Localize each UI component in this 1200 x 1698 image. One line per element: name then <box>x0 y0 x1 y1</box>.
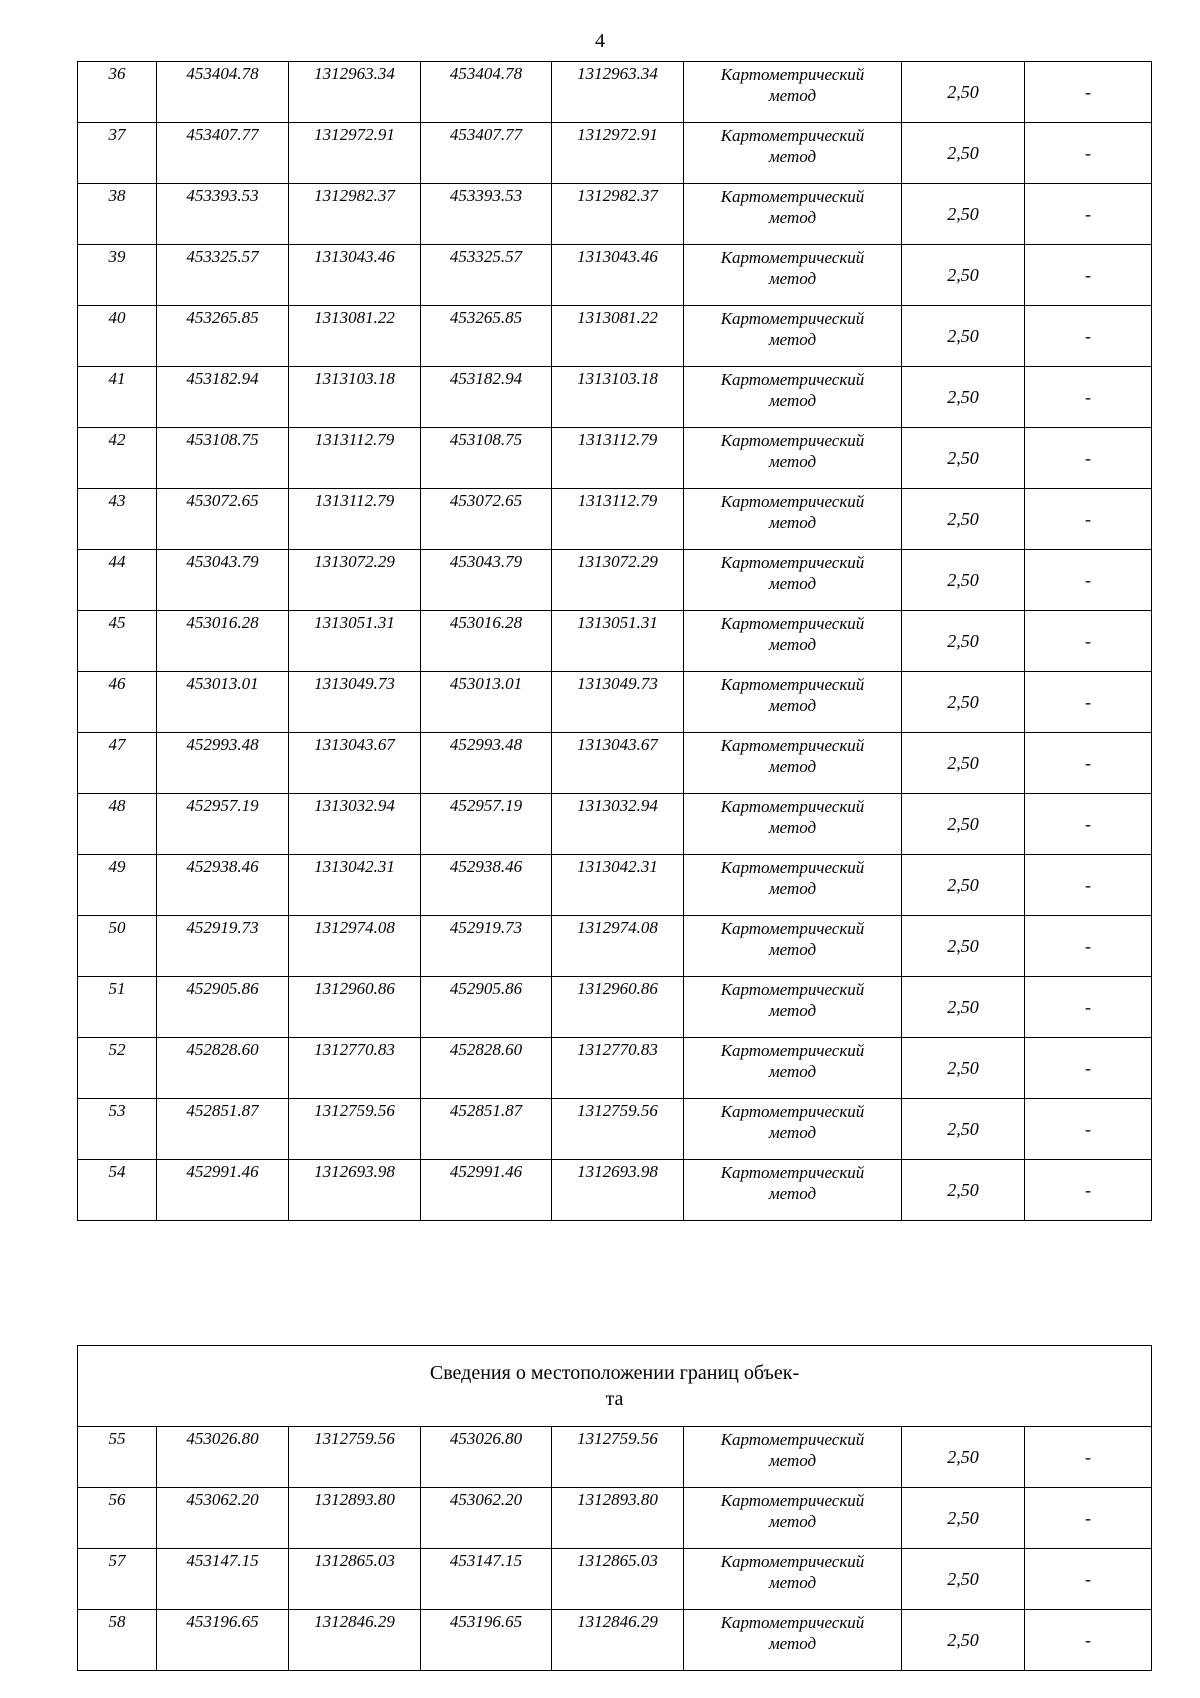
x-old-cell: 453196.65 <box>157 1610 289 1671</box>
method-line-2: метод <box>768 86 817 105</box>
method-cell <box>684 62 902 123</box>
method-line-1: Картометрический <box>720 919 865 938</box>
method-cell <box>684 123 902 184</box>
method-line-1: Картометрический <box>720 492 865 511</box>
object-boundaries-table <box>77 1345 1152 1671</box>
x-old-cell: 453072.65 <box>157 489 289 550</box>
method-line-1: Картометрический <box>720 1491 865 1510</box>
table-row <box>78 1099 1152 1160</box>
accuracy-cell: 2,50 <box>902 1549 1025 1610</box>
y-new-cell: 1312759.56 <box>552 1427 684 1488</box>
point-number-cell: 36 <box>78 62 157 123</box>
method-cell <box>684 1038 902 1099</box>
table-row <box>78 245 1152 306</box>
y-old-cell: 1312960.86 <box>289 977 421 1038</box>
method-line-2: метод <box>768 269 817 288</box>
point-number-cell: 44 <box>78 550 157 611</box>
method-cell <box>684 733 902 794</box>
y-new-cell: 1312846.29 <box>552 1610 684 1671</box>
coordinates-table <box>77 61 1152 1221</box>
method-line-2: метод <box>768 330 817 349</box>
point-number-cell: 55 <box>78 1427 157 1488</box>
y-new-cell: 1313049.73 <box>552 672 684 733</box>
table-row <box>78 1610 1152 1671</box>
y-old-cell: 1312972.91 <box>289 123 421 184</box>
accuracy-cell: 2,50 <box>902 733 1025 794</box>
description-cell: - <box>1025 306 1152 367</box>
y-new-cell: 1313072.29 <box>552 550 684 611</box>
x-new-cell: 453393.53 <box>421 184 552 245</box>
x-new-cell: 452991.46 <box>421 1160 552 1221</box>
method-line-2: метод <box>768 1062 817 1081</box>
method-line-2: метод <box>768 574 817 593</box>
point-number-cell: 46 <box>78 672 157 733</box>
table-row <box>78 306 1152 367</box>
x-old-cell: 452938.46 <box>157 855 289 916</box>
method-line-2: метод <box>768 818 817 837</box>
method-cell <box>684 245 902 306</box>
accuracy-cell: 2,50 <box>902 855 1025 916</box>
table-row <box>78 62 1152 123</box>
y-old-cell: 1312865.03 <box>289 1549 421 1610</box>
y-new-cell: 1313051.31 <box>552 611 684 672</box>
x-new-cell: 452828.60 <box>421 1038 552 1099</box>
x-old-cell: 453393.53 <box>157 184 289 245</box>
description-cell: - <box>1025 184 1152 245</box>
accuracy-cell: 2,50 <box>902 62 1025 123</box>
x-new-cell: 453062.20 <box>421 1488 552 1549</box>
x-new-cell: 453147.15 <box>421 1549 552 1610</box>
description-cell: - <box>1025 1427 1152 1488</box>
x-old-cell: 453013.01 <box>157 672 289 733</box>
x-new-cell: 453265.85 <box>421 306 552 367</box>
method-line-1: Картометрический <box>720 1430 865 1449</box>
description-cell: - <box>1025 1549 1152 1610</box>
accuracy-cell: 2,50 <box>902 916 1025 977</box>
x-old-cell: 453108.75 <box>157 428 289 489</box>
method-line-1: Картометрический <box>720 797 865 816</box>
description-cell: - <box>1025 1038 1152 1099</box>
x-old-cell: 452993.48 <box>157 733 289 794</box>
x-new-cell: 452993.48 <box>421 733 552 794</box>
method-cell <box>684 1549 902 1610</box>
accuracy-cell: 2,50 <box>902 123 1025 184</box>
point-number-cell: 51 <box>78 977 157 1038</box>
description-cell: - <box>1025 367 1152 428</box>
method-cell <box>684 794 902 855</box>
method-cell <box>684 1160 902 1221</box>
x-new-cell: 453016.28 <box>421 611 552 672</box>
table-row <box>78 550 1152 611</box>
method-line-2: метод <box>768 879 817 898</box>
point-number-cell: 54 <box>78 1160 157 1221</box>
method-cell <box>684 855 902 916</box>
accuracy-cell: 2,50 <box>902 1488 1025 1549</box>
y-old-cell: 1312974.08 <box>289 916 421 977</box>
table-row <box>78 367 1152 428</box>
x-new-cell: 453182.94 <box>421 367 552 428</box>
method-line-1: Картометрический <box>720 1552 865 1571</box>
method-line-1: Картометрический <box>720 126 865 145</box>
description-cell: - <box>1025 123 1152 184</box>
method-cell <box>684 489 902 550</box>
x-old-cell: 452919.73 <box>157 916 289 977</box>
x-old-cell: 453404.78 <box>157 62 289 123</box>
point-number-cell: 57 <box>78 1549 157 1610</box>
y-new-cell: 1313112.79 <box>552 489 684 550</box>
description-cell: - <box>1025 489 1152 550</box>
accuracy-cell: 2,50 <box>902 1160 1025 1221</box>
y-new-cell: 1313043.46 <box>552 245 684 306</box>
x-old-cell: 452905.86 <box>157 977 289 1038</box>
table-row <box>78 184 1152 245</box>
description-cell: - <box>1025 733 1152 794</box>
section-title-row <box>78 1346 1152 1427</box>
table-row <box>78 916 1152 977</box>
point-number-cell: 41 <box>78 367 157 428</box>
y-old-cell: 1313051.31 <box>289 611 421 672</box>
method-line-2: метод <box>768 208 817 227</box>
y-new-cell: 1313081.22 <box>552 306 684 367</box>
y-new-cell: 1312865.03 <box>552 1549 684 1610</box>
method-cell <box>684 367 902 428</box>
method-line-1: Картометрический <box>720 248 865 267</box>
y-old-cell: 1313112.79 <box>289 489 421 550</box>
x-old-cell: 453265.85 <box>157 306 289 367</box>
y-new-cell: 1312974.08 <box>552 916 684 977</box>
table-row <box>78 672 1152 733</box>
method-line-2: метод <box>768 391 817 410</box>
accuracy-cell: 2,50 <box>902 489 1025 550</box>
x-old-cell: 453062.20 <box>157 1488 289 1549</box>
description-cell: - <box>1025 855 1152 916</box>
x-new-cell: 452957.19 <box>421 794 552 855</box>
y-old-cell: 1313042.31 <box>289 855 421 916</box>
accuracy-cell: 2,50 <box>902 672 1025 733</box>
page-number: 4 <box>595 30 605 52</box>
y-old-cell: 1313072.29 <box>289 550 421 611</box>
table-row <box>78 733 1152 794</box>
point-number-cell: 47 <box>78 733 157 794</box>
point-number-cell: 53 <box>78 1099 157 1160</box>
accuracy-cell: 2,50 <box>902 1038 1025 1099</box>
point-number-cell: 37 <box>78 123 157 184</box>
description-cell: - <box>1025 916 1152 977</box>
method-line-2: метод <box>768 1634 817 1653</box>
accuracy-cell: 2,50 <box>902 428 1025 489</box>
method-line-2: метод <box>768 513 817 532</box>
description-cell: - <box>1025 977 1152 1038</box>
point-number-cell: 50 <box>78 916 157 977</box>
method-cell <box>684 611 902 672</box>
table-row <box>78 489 1152 550</box>
method-cell <box>684 1099 902 1160</box>
method-line-1: Картометрический <box>720 370 865 389</box>
y-new-cell: 1312972.91 <box>552 123 684 184</box>
description-cell: - <box>1025 1610 1152 1671</box>
table-row <box>78 794 1152 855</box>
y-old-cell: 1312846.29 <box>289 1610 421 1671</box>
section-title <box>78 1346 1152 1427</box>
x-old-cell: 453147.15 <box>157 1549 289 1610</box>
point-number-cell: 48 <box>78 794 157 855</box>
method-line-1: Картометрический <box>720 187 865 206</box>
x-new-cell: 453026.80 <box>421 1427 552 1488</box>
table-row <box>78 1488 1152 1549</box>
y-old-cell: 1312759.56 <box>289 1427 421 1488</box>
accuracy-cell: 2,50 <box>902 550 1025 611</box>
description-cell: - <box>1025 794 1152 855</box>
method-cell <box>684 1610 902 1671</box>
y-new-cell: 1313032.94 <box>552 794 684 855</box>
accuracy-cell: 2,50 <box>902 184 1025 245</box>
method-cell <box>684 672 902 733</box>
x-old-cell: 453182.94 <box>157 367 289 428</box>
point-number-cell: 38 <box>78 184 157 245</box>
method-line-2: метод <box>768 757 817 776</box>
accuracy-cell: 2,50 <box>902 245 1025 306</box>
x-new-cell: 453108.75 <box>421 428 552 489</box>
method-line-1: Картометрический <box>720 614 865 633</box>
x-old-cell: 452957.19 <box>157 794 289 855</box>
x-new-cell: 453196.65 <box>421 1610 552 1671</box>
y-old-cell: 1312693.98 <box>289 1160 421 1221</box>
method-line-2: метод <box>768 452 817 471</box>
y-new-cell: 1312960.86 <box>552 977 684 1038</box>
description-cell: - <box>1025 245 1152 306</box>
x-new-cell: 453404.78 <box>421 62 552 123</box>
method-cell <box>684 977 902 1038</box>
accuracy-cell: 2,50 <box>902 977 1025 1038</box>
method-line-1: Картометрический <box>720 553 865 572</box>
method-line-2: метод <box>768 1512 817 1531</box>
x-new-cell: 453013.01 <box>421 672 552 733</box>
x-old-cell: 452991.46 <box>157 1160 289 1221</box>
table-row <box>78 1160 1152 1221</box>
y-old-cell: 1313043.67 <box>289 733 421 794</box>
x-old-cell: 453016.28 <box>157 611 289 672</box>
y-old-cell: 1312770.83 <box>289 1038 421 1099</box>
y-old-cell: 1312759.56 <box>289 1099 421 1160</box>
y-new-cell: 1312963.34 <box>552 62 684 123</box>
point-number-cell: 45 <box>78 611 157 672</box>
point-number-cell: 39 <box>78 245 157 306</box>
y-new-cell: 1312770.83 <box>552 1038 684 1099</box>
description-cell: - <box>1025 62 1152 123</box>
accuracy-cell: 2,50 <box>902 306 1025 367</box>
table-row <box>78 977 1152 1038</box>
y-old-cell: 1312982.37 <box>289 184 421 245</box>
x-new-cell: 452919.73 <box>421 916 552 977</box>
y-new-cell: 1312759.56 <box>552 1099 684 1160</box>
x-old-cell: 453026.80 <box>157 1427 289 1488</box>
y-new-cell: 1312693.98 <box>552 1160 684 1221</box>
table-row <box>78 611 1152 672</box>
method-line-1: Картометрический <box>720 309 865 328</box>
method-line-1: Картометрический <box>720 736 865 755</box>
method-line-1: Картометрический <box>720 1163 865 1182</box>
accuracy-cell: 2,50 <box>902 794 1025 855</box>
section-title-line-1: Сведения о местоположении границ объек- <box>429 1362 800 1384</box>
y-old-cell: 1313032.94 <box>289 794 421 855</box>
method-line-2: метод <box>768 147 817 166</box>
x-old-cell: 453043.79 <box>157 550 289 611</box>
y-new-cell: 1313042.31 <box>552 855 684 916</box>
description-cell: - <box>1025 550 1152 611</box>
method-cell <box>684 1427 902 1488</box>
point-number-cell: 43 <box>78 489 157 550</box>
description-cell: - <box>1025 1488 1152 1549</box>
method-line-1: Картометрический <box>720 980 865 999</box>
x-new-cell: 453043.79 <box>421 550 552 611</box>
x-new-cell: 453072.65 <box>421 489 552 550</box>
point-number-cell: 56 <box>78 1488 157 1549</box>
y-old-cell: 1313103.18 <box>289 367 421 428</box>
method-cell <box>684 550 902 611</box>
point-number-cell: 49 <box>78 855 157 916</box>
method-line-2: метод <box>768 1573 817 1592</box>
table-row <box>78 1549 1152 1610</box>
description-cell: - <box>1025 611 1152 672</box>
method-cell <box>684 1488 902 1549</box>
method-line-2: метод <box>768 940 817 959</box>
method-line-1: Картометрический <box>720 1102 865 1121</box>
x-old-cell: 453325.57 <box>157 245 289 306</box>
table-row <box>78 855 1152 916</box>
method-cell <box>684 306 902 367</box>
method-line-1: Картометрический <box>720 1613 865 1632</box>
method-line-2: метод <box>768 1184 817 1203</box>
description-cell: - <box>1025 672 1152 733</box>
method-line-2: метод <box>768 1451 817 1470</box>
y-old-cell: 1313081.22 <box>289 306 421 367</box>
x-old-cell: 452828.60 <box>157 1038 289 1099</box>
y-old-cell: 1313112.79 <box>289 428 421 489</box>
point-number-cell: 52 <box>78 1038 157 1099</box>
y-new-cell: 1313112.79 <box>552 428 684 489</box>
method-line-2: метод <box>768 635 817 654</box>
method-line-1: Картометрический <box>720 431 865 450</box>
x-old-cell: 452851.87 <box>157 1099 289 1160</box>
x-new-cell: 452938.46 <box>421 855 552 916</box>
method-line-2: метод <box>768 696 817 715</box>
table-row <box>78 1427 1152 1488</box>
y-old-cell: 1313043.46 <box>289 245 421 306</box>
description-cell: - <box>1025 1160 1152 1221</box>
y-old-cell: 1313049.73 <box>289 672 421 733</box>
accuracy-cell: 2,50 <box>902 611 1025 672</box>
method-line-1: Картометрический <box>720 65 865 84</box>
method-cell <box>684 916 902 977</box>
y-new-cell: 1312893.80 <box>552 1488 684 1549</box>
accuracy-cell: 2,50 <box>902 367 1025 428</box>
y-old-cell: 1312963.34 <box>289 62 421 123</box>
x-old-cell: 453407.77 <box>157 123 289 184</box>
description-cell: - <box>1025 428 1152 489</box>
accuracy-cell: 2,50 <box>902 1427 1025 1488</box>
accuracy-cell: 2,50 <box>902 1610 1025 1671</box>
point-number-cell: 40 <box>78 306 157 367</box>
accuracy-cell: 2,50 <box>902 1099 1025 1160</box>
x-new-cell: 453325.57 <box>421 245 552 306</box>
method-line-1: Картометрический <box>720 675 865 694</box>
x-new-cell: 452851.87 <box>421 1099 552 1160</box>
method-cell <box>684 184 902 245</box>
table-row <box>78 123 1152 184</box>
method-line-1: Картометрический <box>720 1041 865 1060</box>
method-line-2: метод <box>768 1123 817 1142</box>
method-cell <box>684 428 902 489</box>
x-new-cell: 452905.86 <box>421 977 552 1038</box>
description-cell: - <box>1025 1099 1152 1160</box>
y-new-cell: 1313103.18 <box>552 367 684 428</box>
y-new-cell: 1313043.67 <box>552 733 684 794</box>
x-new-cell: 453407.77 <box>421 123 552 184</box>
method-line-1: Картометрический <box>720 858 865 877</box>
point-number-cell: 42 <box>78 428 157 489</box>
y-new-cell: 1312982.37 <box>552 184 684 245</box>
table-row <box>78 1038 1152 1099</box>
point-number-cell: 58 <box>78 1610 157 1671</box>
table-row <box>78 428 1152 489</box>
method-line-2: метод <box>768 1001 817 1020</box>
section-title-line-2: та <box>605 1388 624 1410</box>
y-old-cell: 1312893.80 <box>289 1488 421 1549</box>
